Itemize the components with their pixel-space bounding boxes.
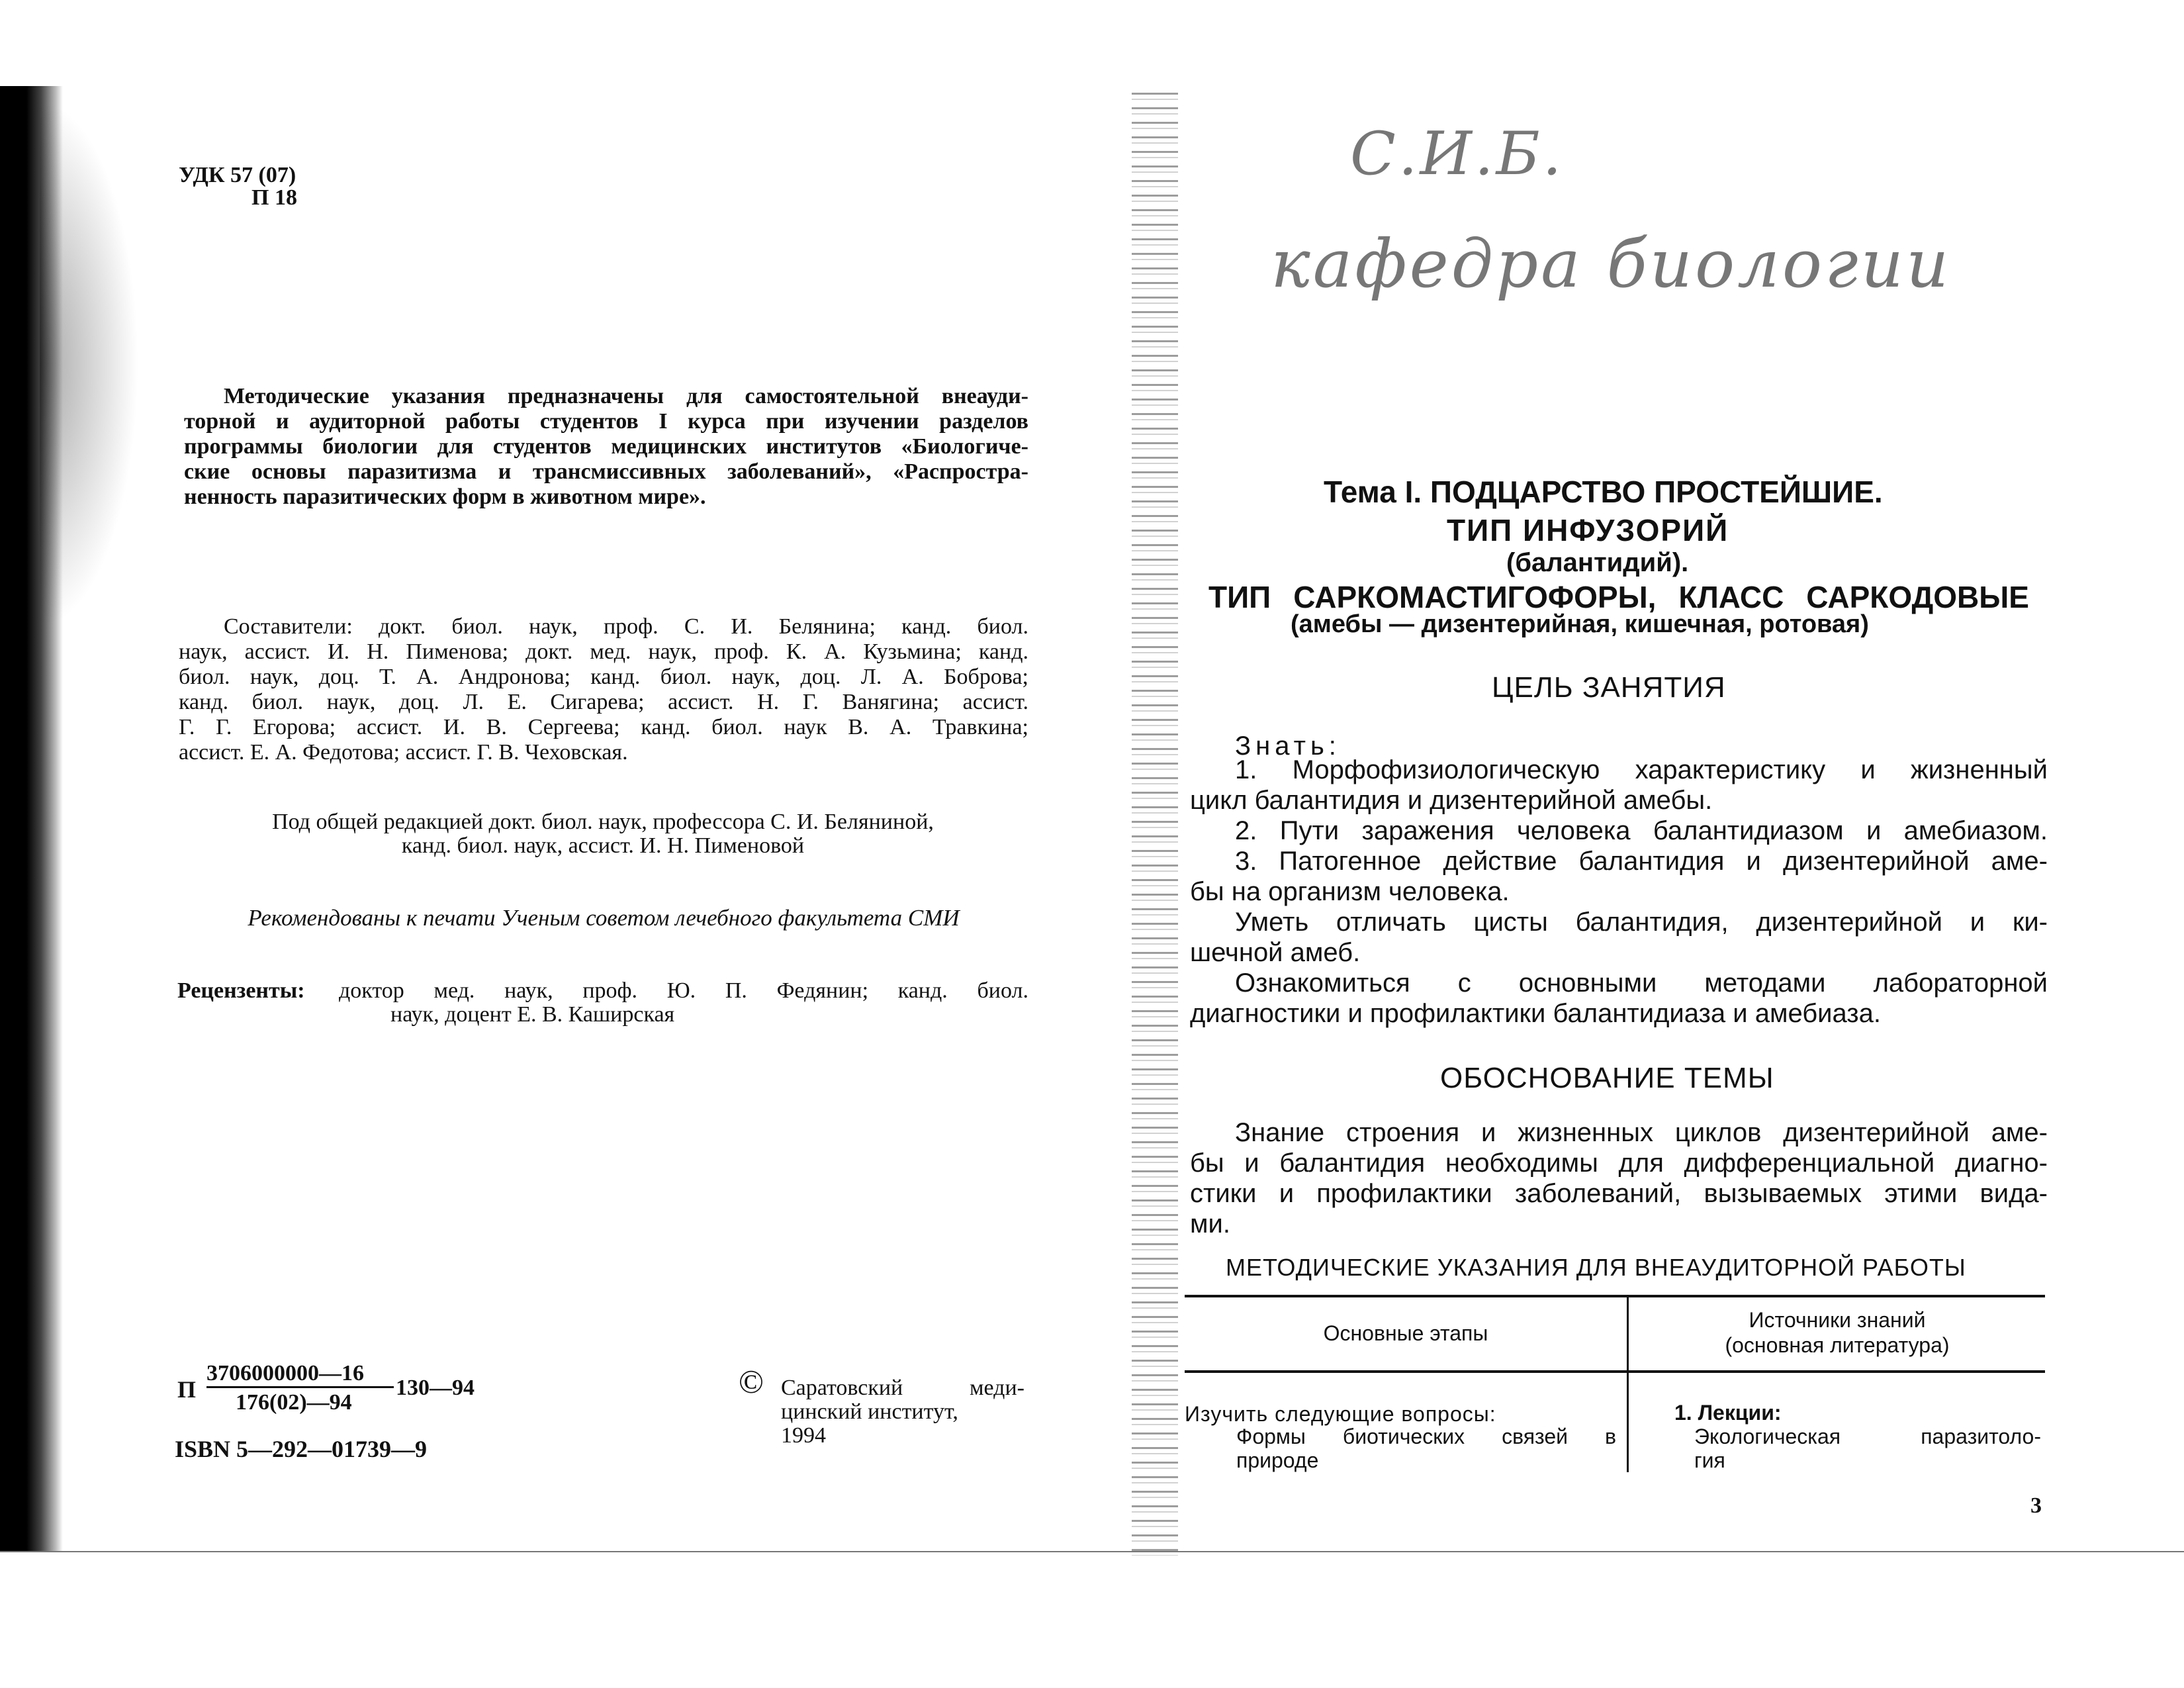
goal-line: цикл балантидия и дизентерийной амебы. xyxy=(1190,786,1713,815)
topic-title-line5: (амебы — дизентерийная, кишечная, ротовая) xyxy=(1291,610,1869,638)
copyright-line2: цинский институт, xyxy=(781,1399,958,1424)
compilers-line: ассист. Е. А. Федотова; ассист. Г. В. Чеховская. xyxy=(179,740,628,765)
know-label: Знать: xyxy=(1235,731,1341,761)
editor-line2: канд. биол. наук, ассист. И. Н. Пименовой xyxy=(401,833,805,858)
udk-code: УДК 57 (07) xyxy=(179,163,296,187)
reviewers-line1 xyxy=(339,978,1028,1004)
code-fraction-bar xyxy=(206,1386,394,1388)
reviewers-label: Рецензенты: xyxy=(177,978,305,1003)
description-line: ненность паразитических форм в животном мире». xyxy=(184,485,706,509)
handwritten-note-1: С.И.Б. xyxy=(1350,119,1565,189)
topic-title-line2: ТИП ИНФУЗОРИЙ xyxy=(1447,513,1729,547)
topic-title-line3: (балантидий). xyxy=(1506,548,1689,577)
table-col2-header-line1: Источники знаний xyxy=(1749,1308,1926,1332)
table-top-rule xyxy=(1185,1295,2045,1297)
goal-line: шечной амеб. xyxy=(1190,938,1361,967)
rationale-heading: ОБОСНОВАНИЕ ТЕМЫ xyxy=(1440,1062,1774,1094)
table-row1-col2-line2-wrap xyxy=(1694,1425,2041,1448)
table-col1-header: Основные этапы xyxy=(1323,1321,1488,1345)
compilers-line: Составители: докт. биол. наук, проф. С. И. Белянина; канд. биол. xyxy=(224,614,1028,639)
topic-title-line4: ТИП САРКОМАСТИГОФОРЫ, КЛАСС САРКОДОВЫЕ xyxy=(1208,580,2029,614)
goal-line: Ознакомиться с основными методами лабораторной xyxy=(1235,968,2048,998)
code-suffix: 130—94 xyxy=(396,1376,475,1400)
description-line: Методические указания предназначены для самостоятельной внеауди- xyxy=(224,384,1028,408)
table-row1-col2-line2: Экологическая паразитоло- xyxy=(1694,1425,2041,1448)
table-row1-col1-line3: природе xyxy=(1236,1448,1319,1472)
isbn: ISBN 5—292—01739—9 xyxy=(175,1436,428,1462)
reviewers-line2: наук, доцент Е. В. Каширская xyxy=(390,1002,675,1027)
rationale-line: бы и балантидия необходимы для дифференциальной диагно- xyxy=(1190,1149,2048,1178)
copyright-line1: Саратовский меди- xyxy=(781,1376,1024,1400)
copyright-icon: © xyxy=(739,1363,764,1400)
rationale-block xyxy=(1190,1117,2048,1239)
table-row1-col1-line2-wrap xyxy=(1236,1425,1616,1448)
table-col2-header-line2: (основная литература) xyxy=(1725,1333,1950,1357)
topic-title-line4-wrap xyxy=(1208,580,2029,614)
table-row1-col1-line2: Формы биотических связей в xyxy=(1236,1425,1616,1448)
table-body-divider xyxy=(1627,1373,1629,1472)
compilers-line: Г. Г. Егорова; ассист. И. В. Сергеева; канд. биол. наук В. А. Травкина; xyxy=(179,715,1028,739)
scan-shadow-left-inner xyxy=(40,99,139,629)
goal-line: Уметь отличать цисты балантидия, дизентерийной и ки- xyxy=(1235,908,2048,937)
methods-heading: МЕТОДИЧЕСКИЕ УКАЗАНИЯ ДЛЯ ВНЕАУДИТОРНОЙ РАБОТЫ xyxy=(1226,1254,1966,1281)
table-row1-col2-line3: гия xyxy=(1694,1448,1725,1472)
compilers-line: наук, ассист. И. Н. Пименова; докт. мед. наук, проф. К. А. Кузьмина; канд. xyxy=(179,639,1028,664)
goal-line: 2. Пути заражения человека балантидиазом и амебиазом. xyxy=(1235,816,2048,845)
code-numerator: 3706000000—16 xyxy=(206,1361,364,1385)
table-header-divider xyxy=(1627,1295,1629,1370)
description-line: программы биологии для студентов медицинских институтов «Биологиче- xyxy=(184,434,1028,459)
topic-title-line1: Тема I. ПОДЦАРСТВО ПРОСТЕЙШИЕ. xyxy=(1324,475,1883,509)
recommended-note: Рекомендованы к печати Ученым советом лечебного факультета СМИ xyxy=(248,905,960,931)
compilers-line: канд. биол. наук, доц. Л. Е. Сигарева; ассист. Н. Г. Ванягина; ассист. xyxy=(179,690,1028,714)
scan-bottom-edge xyxy=(0,1551,2184,1552)
description-line: ские основы паразитизма и трансмиссивных заболеваний», «Распростра- xyxy=(184,459,1028,484)
goal-line: 3. Патогенное действие балантидия и дизентерийной аме- xyxy=(1235,847,2048,876)
reviewers-text: доктор мед. наук, проф. Ю. П. Федянин; канд. биол. xyxy=(339,978,1028,1003)
code-prefix: П xyxy=(177,1376,197,1403)
table-row1-col1-line1: Изучить следующие вопросы: xyxy=(1185,1402,1496,1426)
rationale-line: Знание строения и жизненных циклов дизентерийной аме- xyxy=(1235,1118,2048,1147)
goal-line: 1. Морфофизиологическую характеристику и жизненный xyxy=(1235,755,2048,784)
rationale-line: стики и профилактики заболеваний, вызываемых этими вида- xyxy=(1190,1179,2048,1208)
compilers-line: биол. наук, доц. Т. А. Андронова; канд. биол. наук, доц. Л. А. Боброва; xyxy=(179,665,1028,689)
goal-line: диагностики и профилактики балантидиаза и амебиаза. xyxy=(1190,999,1882,1028)
udk-index: П 18 xyxy=(251,185,297,210)
copyright-line3: 1994 xyxy=(781,1423,826,1448)
table-row1-col2-line1: 1. Лекции: xyxy=(1674,1401,1782,1425)
description-line: торной и аудиторной работы студентов I курса при изучении разделов xyxy=(184,409,1028,434)
goal-line: бы на организм человека. xyxy=(1190,877,1510,906)
goal-block xyxy=(1190,755,2048,1029)
code-denominator: 176(02)—94 xyxy=(236,1390,352,1415)
book-gutter xyxy=(1132,93,1178,1556)
description-block xyxy=(184,384,1028,510)
compilers-block xyxy=(179,614,1028,765)
copyright-line1-wrap xyxy=(781,1376,1024,1401)
table-header-rule xyxy=(1185,1370,2045,1373)
goal-heading: ЦЕЛЬ ЗАНЯТИЯ xyxy=(1492,671,1726,704)
rationale-line: ми. xyxy=(1190,1209,1230,1239)
editor-line1: Под общей редакцией докт. биол. наук, профессора С. И. Беляниной, xyxy=(272,810,934,834)
handwritten-note-2: кафедра биологии xyxy=(1271,225,1952,303)
page-number: 3 xyxy=(2030,1493,2042,1518)
